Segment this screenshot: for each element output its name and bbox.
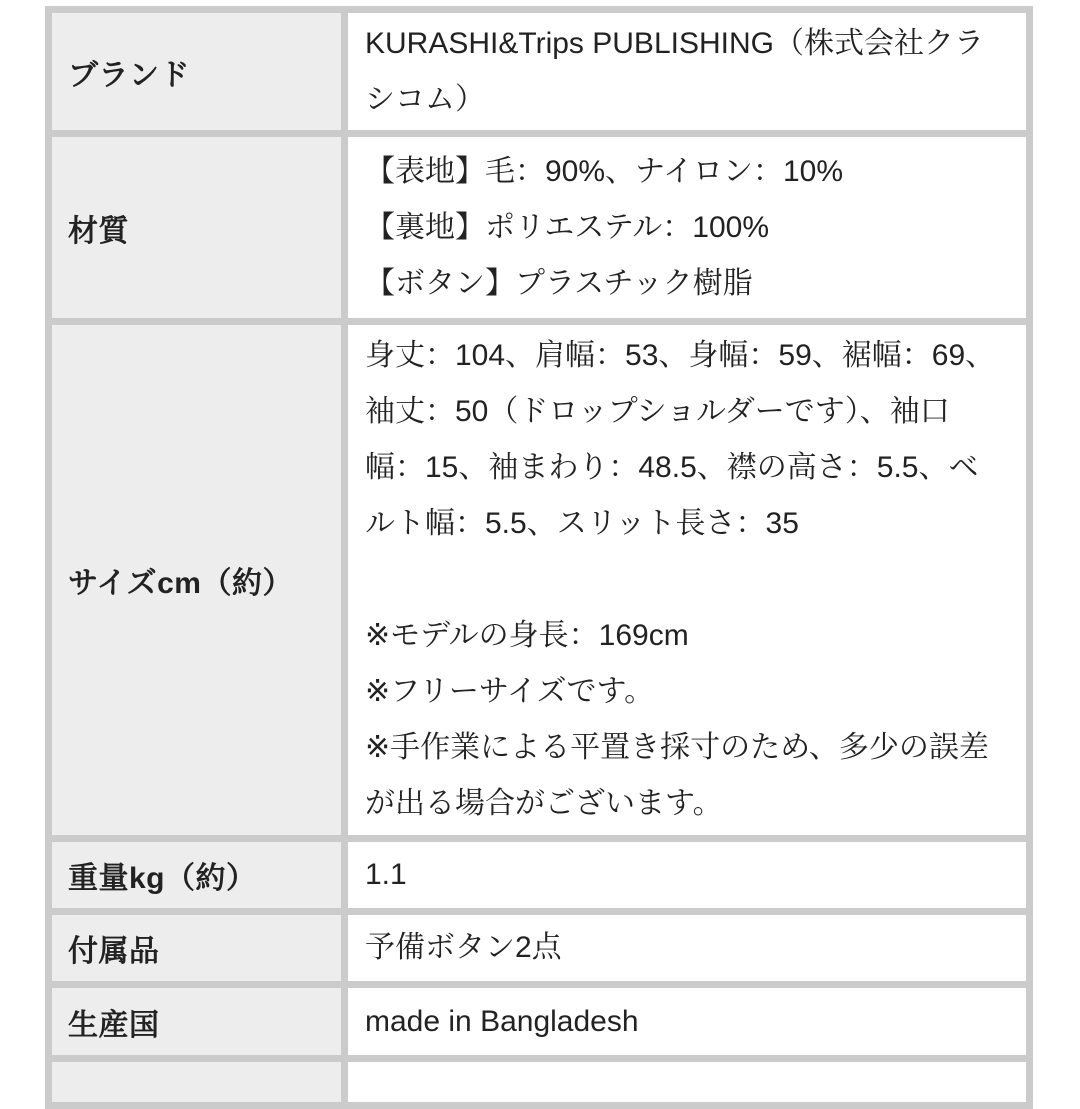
- spec-row-accessories: [52, 915, 1026, 981]
- material-buttons: 【ボタン】プラスチック樹脂: [365, 266, 753, 300]
- size-note-measurement-error: ※手作業による平置き採寸のため、多少の誤差が出る場合がございます。: [365, 731, 989, 820]
- spec-value-accessories: [348, 915, 1026, 981]
- material-outer-fabric: 【表地】毛：90%、ナイロン：10%: [365, 154, 843, 188]
- spec-row-brand: [52, 13, 1026, 130]
- spec-row-country: [52, 988, 1026, 1055]
- spec-value-country: [348, 988, 1026, 1055]
- spec-value-brand-text: KURASHI&Trips PUBLISHING（株式会社クラシコム）: [365, 26, 984, 116]
- size-measurements: 身丈：104、肩幅：53、身幅：59、裾幅：69、袖丈：50（ドロップショルダーです）、袖口幅：15、袖まわり：48.5、襟の高さ：5.5、ベルト幅：5.5、スリット長さ：35: [365, 339, 996, 540]
- spec-value-weight: [348, 842, 1026, 908]
- spec-row-size: [52, 325, 1026, 835]
- material-lining: 【裏地】ポリエステル：100%: [365, 210, 770, 244]
- size-notes: [365, 608, 1006, 832]
- spec-label-country-text: 生産国: [68, 1008, 160, 1042]
- spec-label-accessories: [52, 915, 341, 981]
- product-spec-table: [45, 6, 1033, 1109]
- spec-value-size: [348, 325, 1026, 835]
- spec-value-country-text: made in Bangladesh: [365, 1004, 639, 1038]
- spec-label-accessories-text: 付属品: [68, 935, 160, 968]
- spec-value-weight-text: 1.1: [365, 858, 407, 891]
- size-note-free-size: ※フリーサイズです。: [365, 675, 655, 708]
- spec-row-material: [52, 137, 1026, 318]
- spec-label-size-text: サイズcm（約）: [68, 567, 293, 600]
- spec-label-weight-text: 重量kg（約）: [68, 862, 257, 895]
- spec-label-material-text: 材質: [68, 214, 129, 248]
- spec-value-brand: [348, 13, 1026, 130]
- spec-value-partial: [348, 1062, 1026, 1102]
- spec-label-weight: [52, 842, 341, 908]
- size-note-model-height: ※モデルの身長：169cm: [365, 619, 689, 652]
- spec-value-accessories-text: 予備ボタン2点: [365, 931, 562, 964]
- spec-label-brand: [52, 13, 341, 130]
- spec-row-weight: [52, 842, 1026, 908]
- spec-label-country: [52, 988, 341, 1055]
- spec-row-partial: [52, 1062, 1026, 1102]
- spec-label-partial: [52, 1062, 341, 1102]
- spec-value-material: [348, 137, 1026, 318]
- spec-label-brand-text: ブランド: [68, 58, 190, 92]
- spec-label-material: [52, 137, 341, 318]
- spec-label-size: [52, 325, 341, 835]
